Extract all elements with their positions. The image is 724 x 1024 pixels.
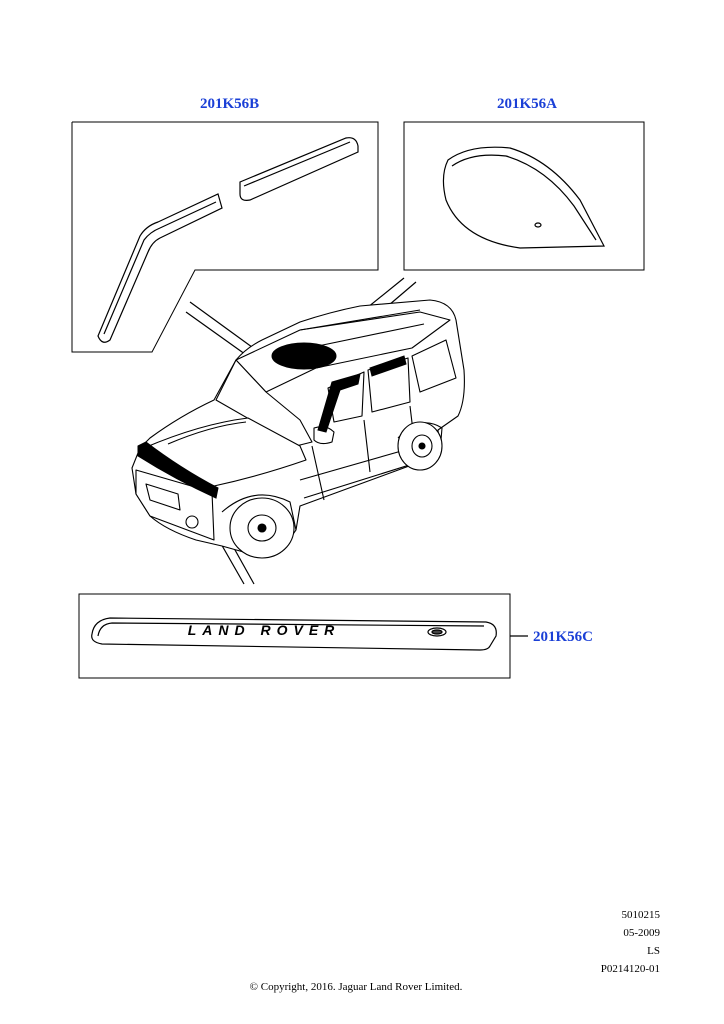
vehicle-drawing bbox=[132, 300, 464, 558]
rear-visor-part bbox=[240, 138, 358, 201]
sunroof-deflector-part bbox=[443, 147, 604, 248]
callout-sunroof-deflector[interactable]: 201K56A bbox=[497, 96, 557, 112]
highlight-sunroof-deflector bbox=[272, 343, 336, 369]
bonnet-protector-lettering: LAND ROVER bbox=[187, 622, 341, 638]
drawing-reference-line-2: 05-2009 bbox=[623, 927, 660, 939]
copyright-notice: © Copyright, 2016. Jaguar Land Rover Limited. bbox=[249, 981, 463, 993]
drawing-reference-line-1: 5010215 bbox=[621, 909, 660, 921]
front-visor-part bbox=[98, 194, 222, 342]
callout-visor-kit[interactable]: 201K56B bbox=[200, 96, 260, 112]
callout-bonnet-protector[interactable]: 201K56C bbox=[533, 629, 593, 645]
drawing-reference bbox=[601, 906, 660, 978]
drawing-reference-line-4: P0214120-01 bbox=[600, 963, 660, 975]
drawing-reference-line-3: LS bbox=[647, 945, 660, 957]
